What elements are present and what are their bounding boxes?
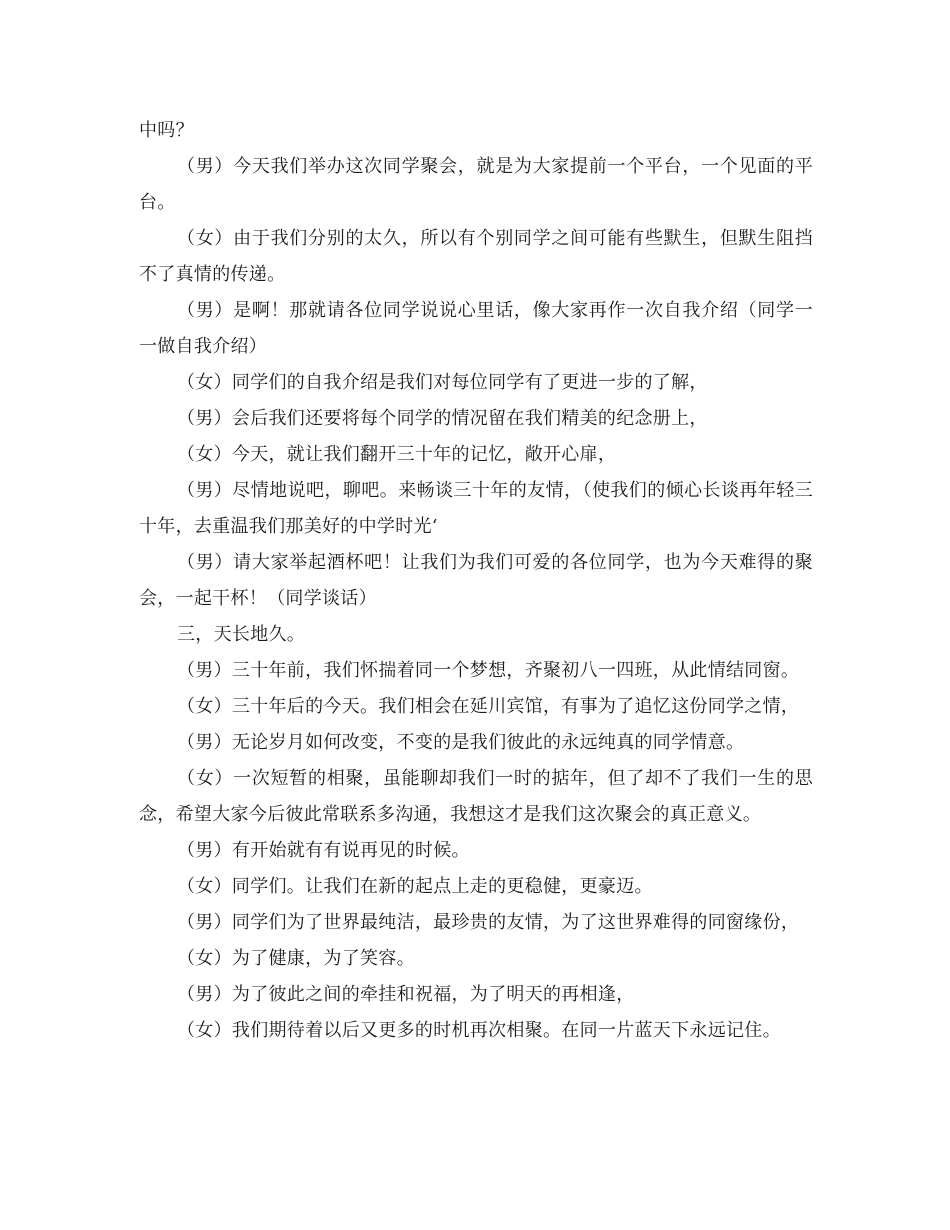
paragraph-male-self-intro: （男）是啊！那就请各位同学说说心里话，像大家再作一次自我介绍（同学一一做自我介绍） [139, 300, 813, 357]
paragraph-male-platform: （男）今天我们举办这次同学聚会，就是为大家提前一个平台，一个见面的平台。 [139, 156, 813, 213]
paragraph-male-toast: （男）请大家举起酒杯吧！让我们为我们可爱的各位同学，也为今天难得的聚会，一起干杯！（同学谈话） [139, 552, 813, 609]
paragraph-male-goodbye: （男）有开始就有有说再见的时候。 [177, 840, 470, 861]
paragraph-male-pure-friendship: （男）同学们为了世界最纯洁，最珍贵的友情，为了这世界难得的同窗缘份， [177, 912, 800, 933]
paragraph-female-separation: （女）由于我们分别的太久，所以有个别同学之间可能有些默生，但默生阻挡不了真情的传递。 [139, 228, 813, 285]
paragraph-male-album: （男）会后我们还要将每个同学的情况留在我们精美的纪念册上， [177, 408, 708, 429]
paragraph-female-today: （女）三十年后的今天。我们相会在延川宾馆，有事为了追忆这份同学之情， [177, 696, 800, 717]
paragraph-male-friendship: （男）尽情地说吧，聊吧。来畅谈三十年的友情，（使我们的倾心长谈再年轻三十年，去重温我们那美好的中学时光‘ [139, 480, 813, 537]
paragraph-female-memory: （女）今天，就让我们翻开三十年的记忆，敞开心扉， [177, 444, 617, 465]
paragraph-female-new-start: （女）同学们。让我们在新的起点上走的更稳健，更豪迈。 [177, 876, 653, 897]
paragraph-male-blessing: （男）为了彼此之间的牵挂和祝福，为了明天的再相逢， [177, 984, 635, 1005]
paragraph-female-remember: （女）我们期待着以后又更多的时机再次相聚。在同一片蓝天下永远记住。 [177, 1020, 781, 1041]
paragraph-female-health: （女）为了健康，为了笑容。 [177, 948, 415, 969]
section-heading-three: 三，天长地久。 [177, 624, 306, 645]
document-body [139, 113, 813, 1049]
paragraph-female-brief-reunion: （女）一次短暂的相聚，虽能聊却我们一时的掂年，但了却不了我们一生的思念，希望大家今后彼此常联系多沟通，我想这才是我们这次聚会的真正意义。 [139, 768, 813, 825]
paragraph-male-unchanged: （男）无论岁月如何改变，不变的是我们彼此的永远纯真的同学情意。 [177, 732, 745, 753]
paragraph-female-understanding: （女）同学们的自我介绍是我们对每位同学有了更进一步的了解， [177, 372, 708, 393]
paragraph-continuation: 中吗？ [139, 120, 194, 141]
paragraph-male-thirty-years-ago: （男）三十年前，我们怀揣着同一个梦想，齐聚初八一四班，从此情结同窗。 [177, 660, 800, 681]
